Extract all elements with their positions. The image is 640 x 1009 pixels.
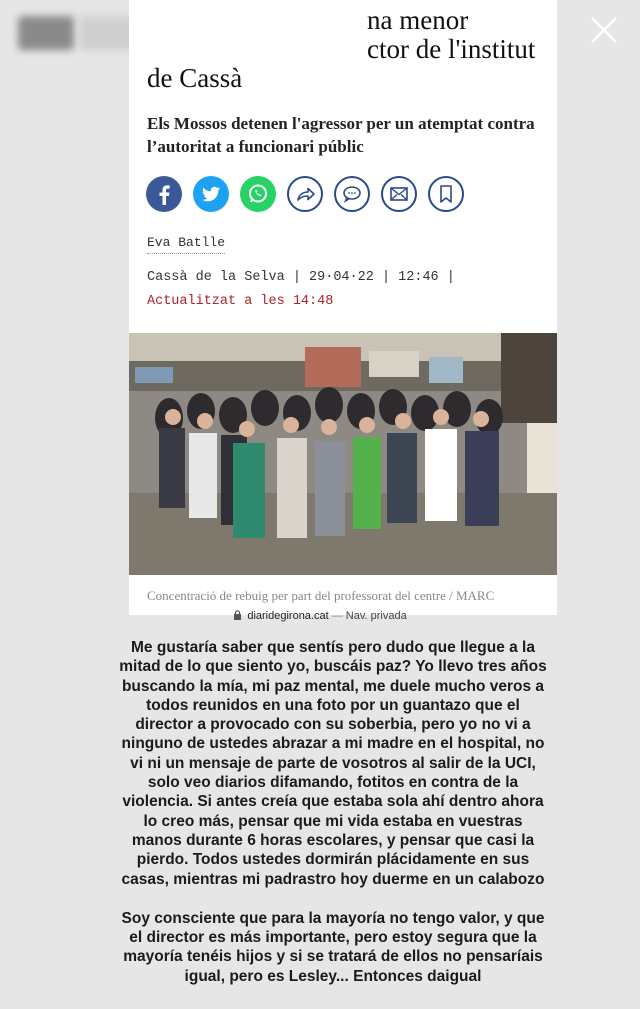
news-article-screenshot	[129, 0, 557, 615]
browser-url-bar[interactable]	[0, 610, 640, 632]
twitter-icon[interactable]	[193, 176, 229, 212]
url-domain: diaridegirona.cat	[247, 610, 329, 622]
story-caption-text	[118, 638, 548, 986]
close-icon[interactable]	[588, 14, 620, 46]
blurred-username	[18, 16, 74, 50]
share-icon[interactable]	[287, 176, 323, 212]
article-location-date: Cassà de la Selva | 29·04·22 | 12:46 |	[147, 270, 455, 285]
comment-icon[interactable]	[334, 176, 370, 212]
story-paragraph: Me gustaría saber que sentís pero dudo que llegue a la mitad de lo que siento yo, buscáis paz? Yo llevo tres años buscando la mía, mi paz mental, me duele mucho veros a todos reunidos en una foto por un guantazo que el director a provocado con su soberbia, pero yo no vi a ninguno de ustedes abrazar a mi madre en el hospital, no vi ni un mensaje de parte de vosotros al salir de la UCI, solo veo diarios difamando, fotitos en contra de la violencia. Si antes creía que estaba sola ahí dentro ahora lo creo más, pensar que mi vida estaba en vuestras manos durante 6 horas escolares, y pensar que casi la pierdo. Todos ustedes dormirán plácidamente en sus casas, mientras mi padrastro hoy duerme en un calabozo	[119, 639, 547, 888]
author-link[interactable]: Eva Batlle	[147, 235, 225, 254]
headline-line: ctor de l'institut	[367, 34, 536, 64]
story-paragraph: Soy consciente que para la mayoría no tengo valor, y que el director es más importante, pero estoy segura que la mayoría tenéis hijos y si se tratará de ellos no pensaríais igual, pero es Lesley... Entonces daigual	[121, 909, 545, 985]
photo-caption: Concentració de rebuig per part del professorat del centre / MARC	[147, 588, 495, 603]
lock-icon	[233, 610, 242, 620]
headline-line: de Cassà	[147, 63, 243, 93]
url-separator: —	[331, 610, 343, 622]
article-photo	[129, 333, 557, 575]
article-subheadline: Els Mossos detenen l'agressor per un atemptat contra l’autoritat a funcionari públic	[147, 114, 535, 156]
article-updated-time: Actualitzat a les 14:48	[147, 294, 334, 309]
whatsapp-icon[interactable]	[240, 176, 276, 212]
bookmark-icon[interactable]	[428, 176, 464, 212]
private-mode-label: Nav. privada	[345, 610, 407, 622]
email-icon[interactable]	[381, 176, 417, 212]
facebook-icon[interactable]	[146, 176, 182, 212]
headline-line: na menor	[367, 5, 469, 35]
